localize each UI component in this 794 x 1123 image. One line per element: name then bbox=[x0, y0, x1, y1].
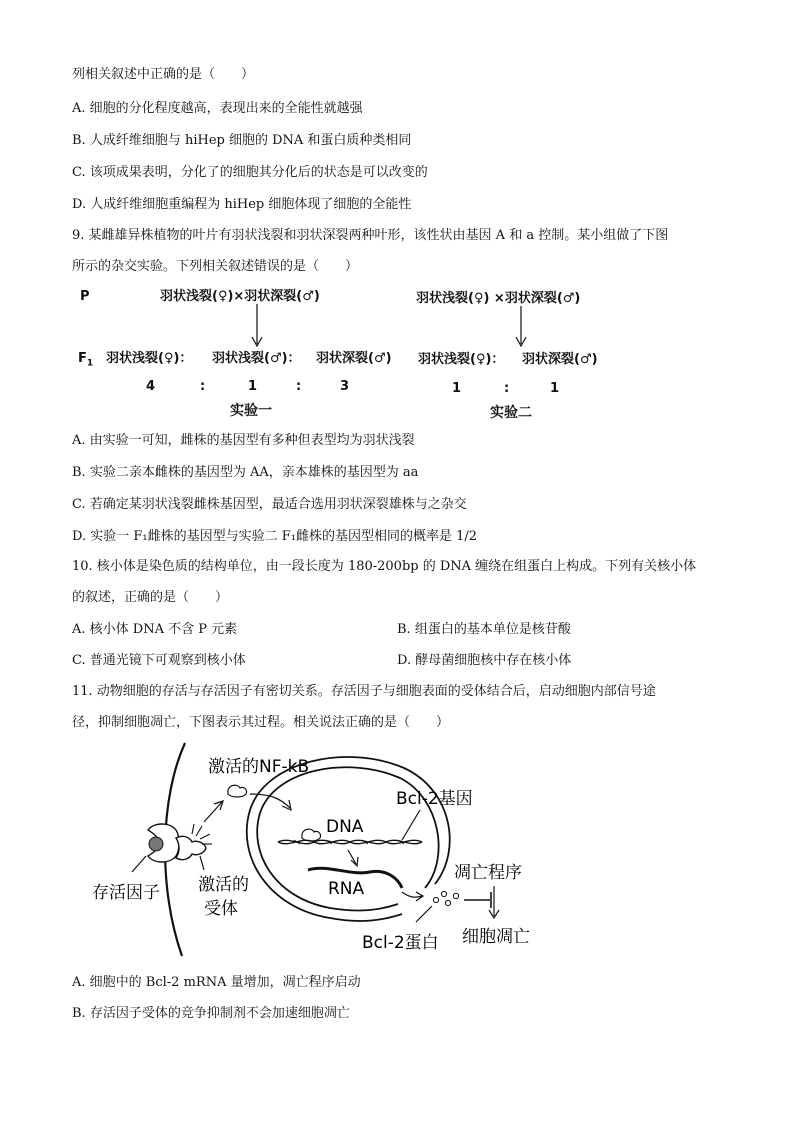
f1-generation-label bbox=[78, 350, 93, 373]
q9-option-b: B. 实验二亲本雌株的基因型为 AA，亲本雄株的基因型为 aa bbox=[72, 465, 419, 480]
activated-receptor-icon bbox=[176, 836, 206, 859]
survival-factor-label: 存活因子 bbox=[92, 883, 160, 903]
q9-option-a: A. 由实验一可知，雌株的基因型有多种但表型均为羽状浅裂 bbox=[72, 433, 415, 448]
q8-option-d: D. 人成纤维细胞重编程为 hiHep 细胞体现了细胞的全能性 bbox=[72, 197, 412, 212]
q9-stem-line1: 9. 某雌雄异株植物的叶片有羽状浅裂和羽状深裂两种叶形，该性状由基因 A 和 a 控制。某小组做了下图 bbox=[72, 228, 669, 243]
exp1-ratio-b: 1 bbox=[248, 379, 258, 394]
exp1-ratio-c: 3 bbox=[340, 379, 350, 394]
q9-option-c: C. 若确定某羽状浅裂雌株基因型，最适合选用羽状深裂雄株与之杂交 bbox=[72, 497, 467, 512]
exp2-f1-b: 羽状深裂(♂) bbox=[522, 352, 598, 367]
dna-label: DNA bbox=[326, 817, 364, 837]
f1-label-subscript: 1 bbox=[86, 358, 94, 369]
q10-stem-line2: 的叙述，正确的是（ ） bbox=[72, 590, 229, 605]
survival-factor-icon bbox=[148, 824, 179, 862]
q8-option-a: A. 细胞的分化程度越高，表现出来的全能性就越强 bbox=[72, 101, 363, 116]
exp1-name: 实验一 bbox=[230, 403, 272, 419]
exp1-f1-a: 羽状浅裂(♀)： bbox=[106, 351, 193, 366]
exp1-arrow-icon bbox=[250, 304, 264, 350]
bcl2-protein-label: Bcl-2蛋白 bbox=[362, 933, 439, 953]
f1-label-letter: F bbox=[78, 351, 87, 366]
exp1-f1-c: 羽状深裂(♂) bbox=[316, 351, 392, 366]
q11-stem-line2: 径，抑制细胞凋亡，下图表示其过程。相关说法正确的是（ ） bbox=[72, 715, 450, 730]
nfkb-icon bbox=[228, 785, 247, 797]
q10-stem-line1: 10. 核小体是染色质的结构单位，由一段长度为 180-200bp 的 DNA 缠绕在组蛋白上构成。下列有关核小体 bbox=[72, 559, 697, 574]
q8-option-c: C. 该项成果表明，分化了的细胞其分化后的状态是可以改变的 bbox=[72, 165, 428, 180]
q8-stem-tail: 列相关叙述中正确的是（ ） bbox=[72, 67, 255, 82]
exp2-name: 实验二 bbox=[490, 405, 532, 421]
exp1-colon-2: : bbox=[296, 379, 302, 394]
receptor-label-line2: 受体 bbox=[204, 899, 238, 919]
exp2-arrow-icon bbox=[514, 306, 528, 350]
q10-option-c: C. 普通光镜下可观察到核小体 bbox=[72, 653, 246, 668]
apoptosis-diagram bbox=[80, 738, 580, 958]
receptor-label-line1: 激活的 bbox=[198, 875, 249, 895]
rna-label: RNA bbox=[328, 879, 365, 899]
q9-stem-line2: 所示的杂交实验。下列相关叙述错误的是（ ） bbox=[72, 259, 359, 274]
q11-option-a: A. 细胞中的 Bcl-2 mRNA 量增加，凋亡程序启动 bbox=[72, 975, 361, 990]
q11-stem-line1: 11. 动物细胞的存活与存活因子有密切关系。存活因子与细胞表面的受体结合后，启动细胞内部信号途 bbox=[72, 684, 656, 699]
exp2-colon: : bbox=[504, 381, 510, 396]
q10-option-b: B. 组蛋白的基本单位是核苷酸 bbox=[397, 622, 571, 637]
exp1-colon-1: : bbox=[200, 379, 206, 394]
p-generation-label: P bbox=[80, 289, 90, 304]
cell-apoptosis-label: 细胞凋亡 bbox=[462, 927, 530, 947]
nfkb-label: 激活的NF-kB bbox=[208, 757, 310, 777]
exp1-ratio-a: 4 bbox=[146, 379, 156, 394]
exp2-parents: 羽状浅裂(♀) ×羽状深裂(♂) bbox=[416, 291, 581, 306]
exp1-parents: 羽状浅裂(♀)×羽状深裂(♂) bbox=[160, 289, 320, 304]
exp1-f1-b: 羽状浅裂(♂)： bbox=[212, 351, 301, 366]
q11-option-b: B. 存活因子受体的竞争抑制剂不会加速细胞凋亡 bbox=[72, 1006, 350, 1021]
nfkb-bound-icon bbox=[302, 829, 321, 841]
bcl2-protein-icon bbox=[433, 891, 458, 905]
q9-option-d: D. 实验一 F₁雌株的基因型与实验二 F₁雌株的基因型相同的概率是 1/2 bbox=[72, 529, 478, 544]
q10-option-d: D. 酵母菌细胞核中存在核小体 bbox=[397, 653, 572, 668]
q8-option-b: B. 人成纤维细胞与 hiHep 细胞的 DNA 和蛋白质种类相同 bbox=[72, 133, 412, 148]
apoptosis-program-label: 凋亡程序 bbox=[454, 863, 522, 883]
exp2-f1-a: 羽状浅裂(♀)： bbox=[418, 352, 505, 367]
exp2-ratio-a: 1 bbox=[452, 381, 462, 396]
bcl2-gene-label: Bcl-2基因 bbox=[396, 789, 473, 809]
q10-option-a: A. 核小体 DNA 不含 P 元素 bbox=[72, 622, 238, 637]
exp2-ratio-b: 1 bbox=[550, 381, 560, 396]
dna-helix bbox=[278, 840, 422, 844]
